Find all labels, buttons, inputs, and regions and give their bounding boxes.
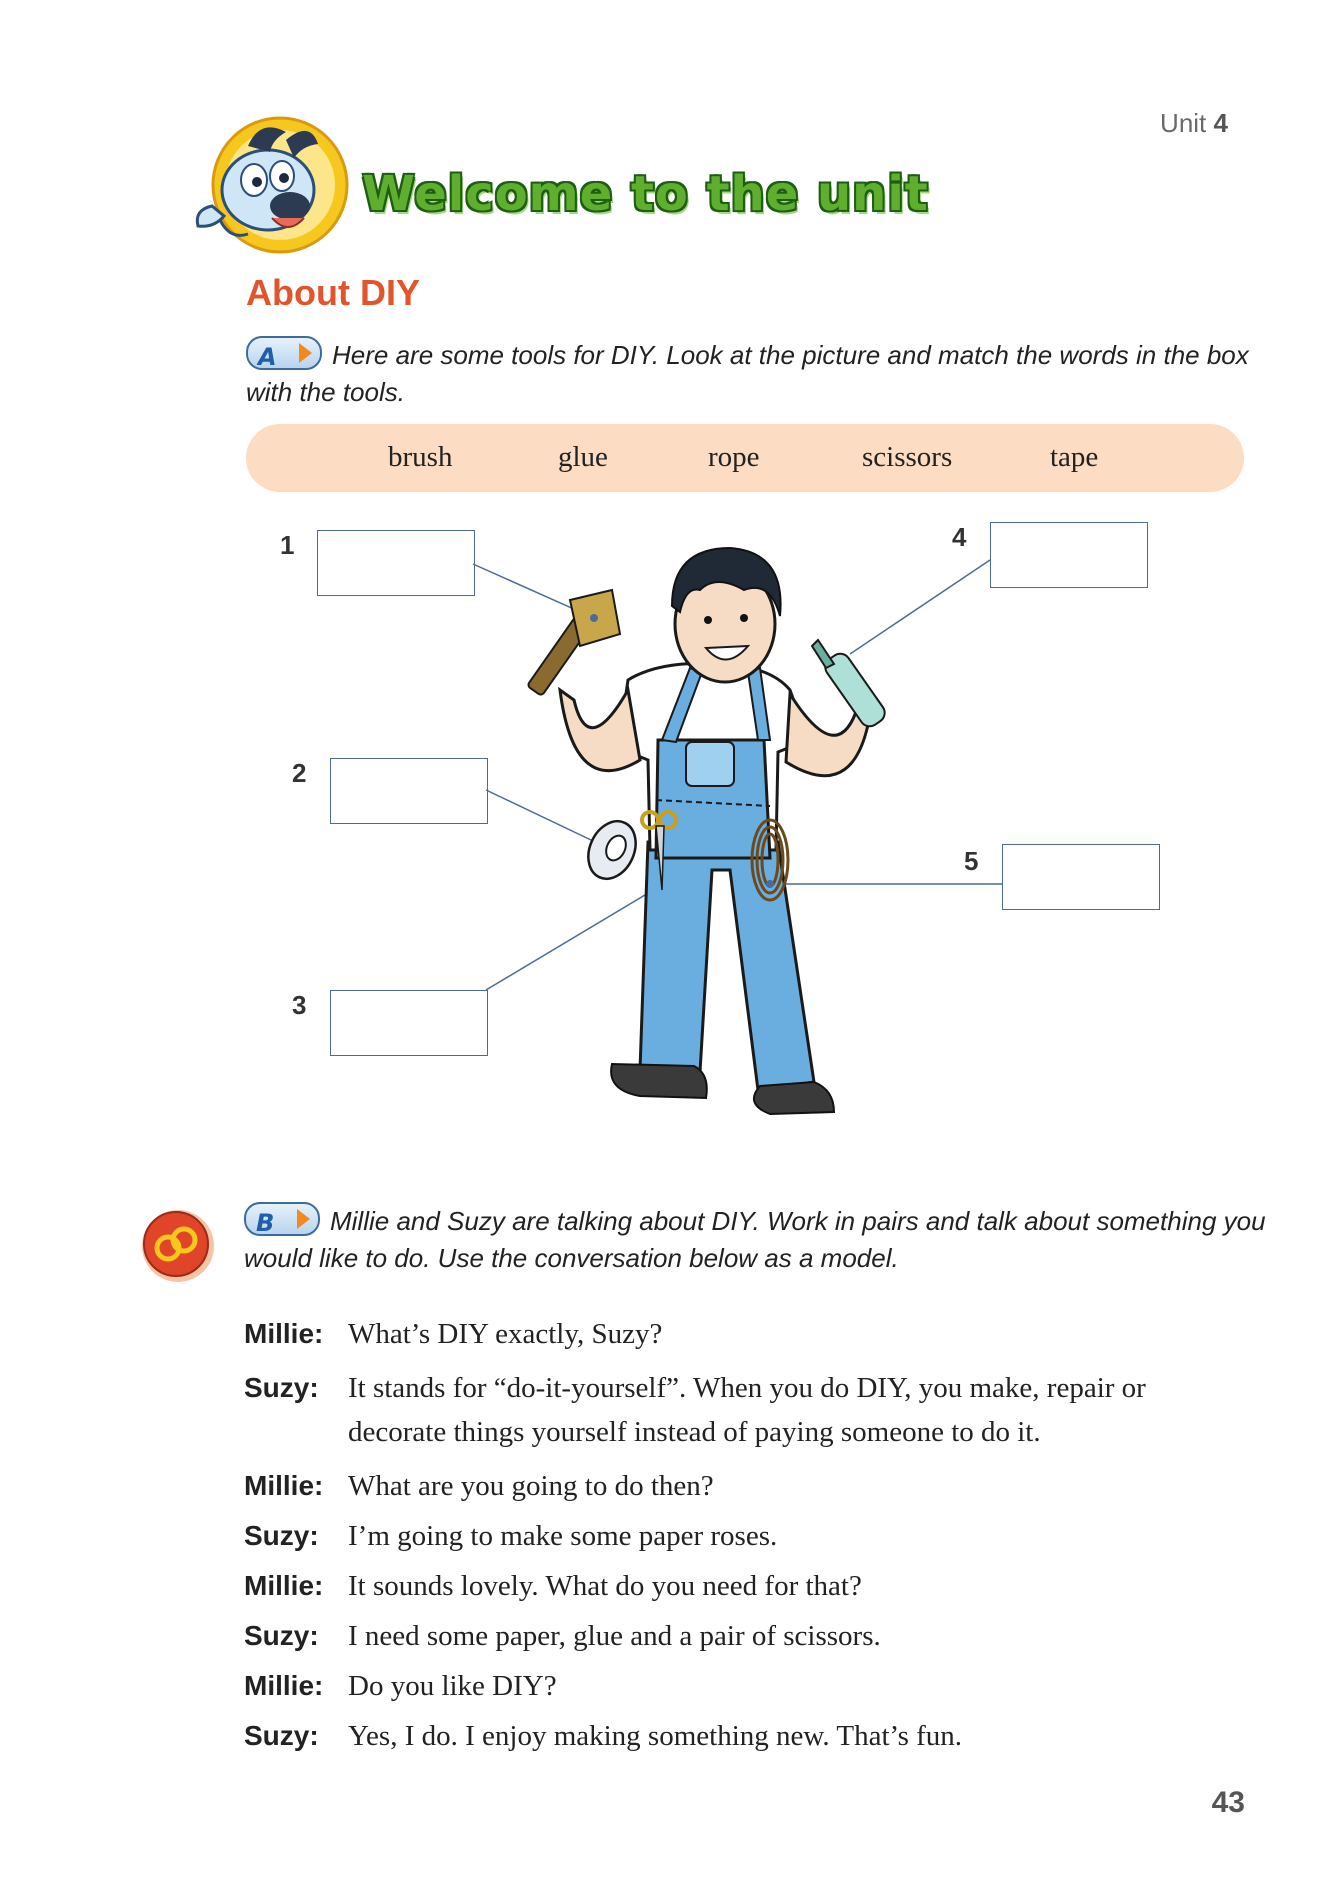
section-title: About DIY xyxy=(246,272,420,313)
dialogue-line: It sounds lovely. What do you need for that? xyxy=(348,1570,862,1602)
play-arrow-icon xyxy=(297,1209,310,1229)
dialogue-line: I need some paper, glue and a pair of scissors. xyxy=(348,1620,881,1652)
word-tape: tape xyxy=(1050,441,1099,473)
dialogue-speaker: Suzy: xyxy=(244,1620,319,1651)
label-number-1: 1 xyxy=(280,530,295,560)
label-number-2: 2 xyxy=(292,758,307,788)
exercise-a-badge: A xyxy=(246,336,322,370)
dialogue-line: It stands for “do-it-yourself”. When you do DIY, you make, repair or decorate things yourself instead of paying someone to do it. xyxy=(348,1372,1146,1448)
word-glue: glue xyxy=(558,441,608,473)
label-number-5: 5 xyxy=(964,846,979,876)
page-number: 43 xyxy=(1211,1786,1245,1819)
word-scissors: scissors xyxy=(862,441,953,473)
dialogue-speaker: Millie: xyxy=(244,1470,324,1501)
dialogue-line: What are you going to do then? xyxy=(348,1470,714,1502)
dialogue-line: What’s DIY exactly, Suzy? xyxy=(348,1318,663,1350)
dialogue-line: Yes, I do. I enjoy making something new. That’s fun. xyxy=(348,1720,963,1752)
pair-work-icon xyxy=(138,1206,218,1286)
dialogue-line: I’m going to make some paper roses. xyxy=(348,1520,778,1552)
word-rope: rope xyxy=(708,441,760,473)
exercise-a-instruction: A Here are some tools for DIY. Look at the picture and match the words in the box with the tools. xyxy=(246,336,1256,411)
brush-icon xyxy=(527,590,620,696)
unit-title: Welcome to the unit xyxy=(362,166,929,222)
word-brush: brush xyxy=(388,441,453,473)
dialogue-speaker: Suzy: xyxy=(244,1520,319,1551)
dialogue-speaker: Suzy: xyxy=(244,1372,319,1403)
exercise-b-badge: B xyxy=(244,1202,320,1236)
unit-label: Unit 4 xyxy=(1160,108,1228,138)
label-number-4: 4 xyxy=(952,522,967,552)
exercise-b-instruction: B Millie and Suzy are talking about DIY. Work in pairs and talk about something you would like to do. Use the conversation below as a model. xyxy=(244,1202,1274,1277)
tape-icon xyxy=(579,814,644,887)
dialogue-speaker: Millie: xyxy=(244,1318,324,1349)
dialogue-speaker: Millie: xyxy=(244,1670,324,1701)
label-number-3: 3 xyxy=(292,990,307,1020)
dialogue-speaker: Suzy: xyxy=(244,1720,319,1751)
dialogue-speaker: Millie: xyxy=(244,1570,324,1601)
dialogue-line: Do you like DIY? xyxy=(348,1670,557,1702)
